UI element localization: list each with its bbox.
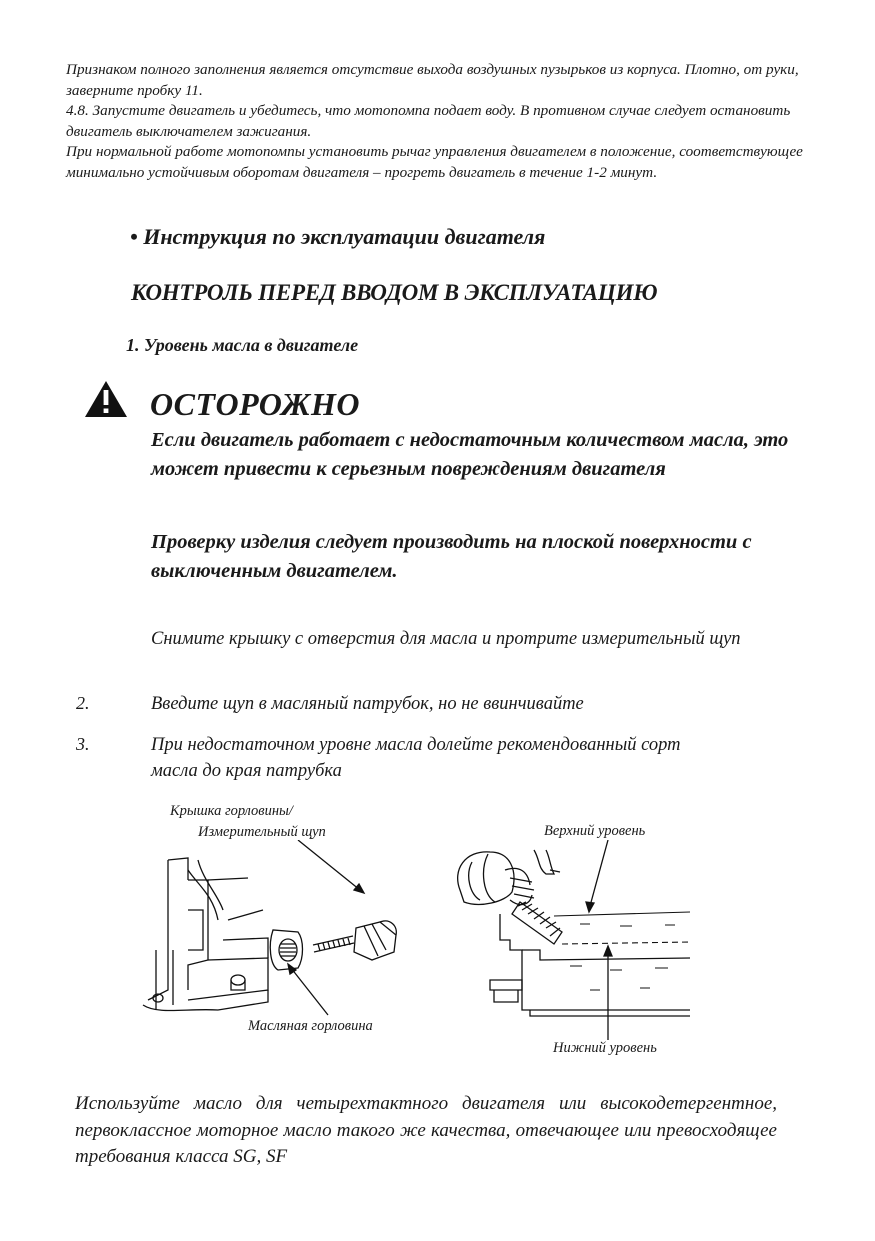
step-1-text: Снимите крышку с отверстия для масла и протрите измерительный щуп <box>151 629 741 649</box>
label-filler-cap: Крышка горловины/ <box>170 803 293 819</box>
label-dipstick: Измерительный щуп <box>198 824 326 840</box>
engine-dipstick-illustration <box>128 840 408 1025</box>
intro-paragraph-2: 4.8. Запустите двигатель и убедитесь, что мотопомпа подает воду. В противном случае следует остановить двигатель выключателем зажигания. <box>66 102 791 140</box>
section-heading: • Инструкция по эксплуатации двигателя <box>130 224 546 249</box>
oil-check-figure <box>128 800 698 1062</box>
step-3-text: При недостаточном уровне масла долейте рекомендованный сорт масла до края патрубка <box>151 735 681 781</box>
label-lower-level: Нижний уровень <box>553 1040 657 1056</box>
label-oil-neck: Масляная горловина <box>248 1018 373 1034</box>
step-2-number: 2. <box>76 693 90 713</box>
step-3-number: 3. <box>76 734 90 754</box>
oil-level-illustration <box>450 840 695 1040</box>
subsection-heading: 1. Уровень масла в двигателе <box>126 335 359 355</box>
warning-text-damage: Если двигатель работает с недостаточным количеством масла, это может привести к серьезным повреждениям двигателя <box>151 429 789 480</box>
label-upper-level: Верхний уровень <box>544 823 646 839</box>
intro-paragraph-3: При нормальной работе мотопомпы установить рычаг управления двигателем в положение, соответствующее минимально устойчивым оборотам двигателя – прогреть двигатель в течение 1-2 минут. <box>66 143 803 181</box>
step-2-text: Введите щуп в масляный патрубок, но не ввинчивайте <box>151 694 584 714</box>
warning-title: ОСТОРОЖНО <box>150 386 360 422</box>
oil-recommendation-paragraph: Используйте масло для четырехтактного двигателя или высокодетергентное, первоклассное моторное масло такого же качества, отвечающее или превосходящее требования класса SG, SF <box>75 1093 777 1167</box>
warning-text-flat-surface: Проверку изделия следует производить на плоской поверхности с выключенным двигателем. <box>151 531 752 582</box>
page-title: КОНТРОЛЬ ПЕРЕД ВВОДОМ В ЭКСПЛУАТАЦИЮ <box>131 280 658 305</box>
warning-triangle-icon <box>84 380 128 418</box>
oil-recommendation-text <box>75 1091 777 1171</box>
intro-paragraph-1: Признаком полного заполнения является отсутствие выхода воздушных пузырьков из корпуса. Плотно, от руки, заверните пробку 11. <box>66 61 799 99</box>
intro-text <box>66 60 826 183</box>
